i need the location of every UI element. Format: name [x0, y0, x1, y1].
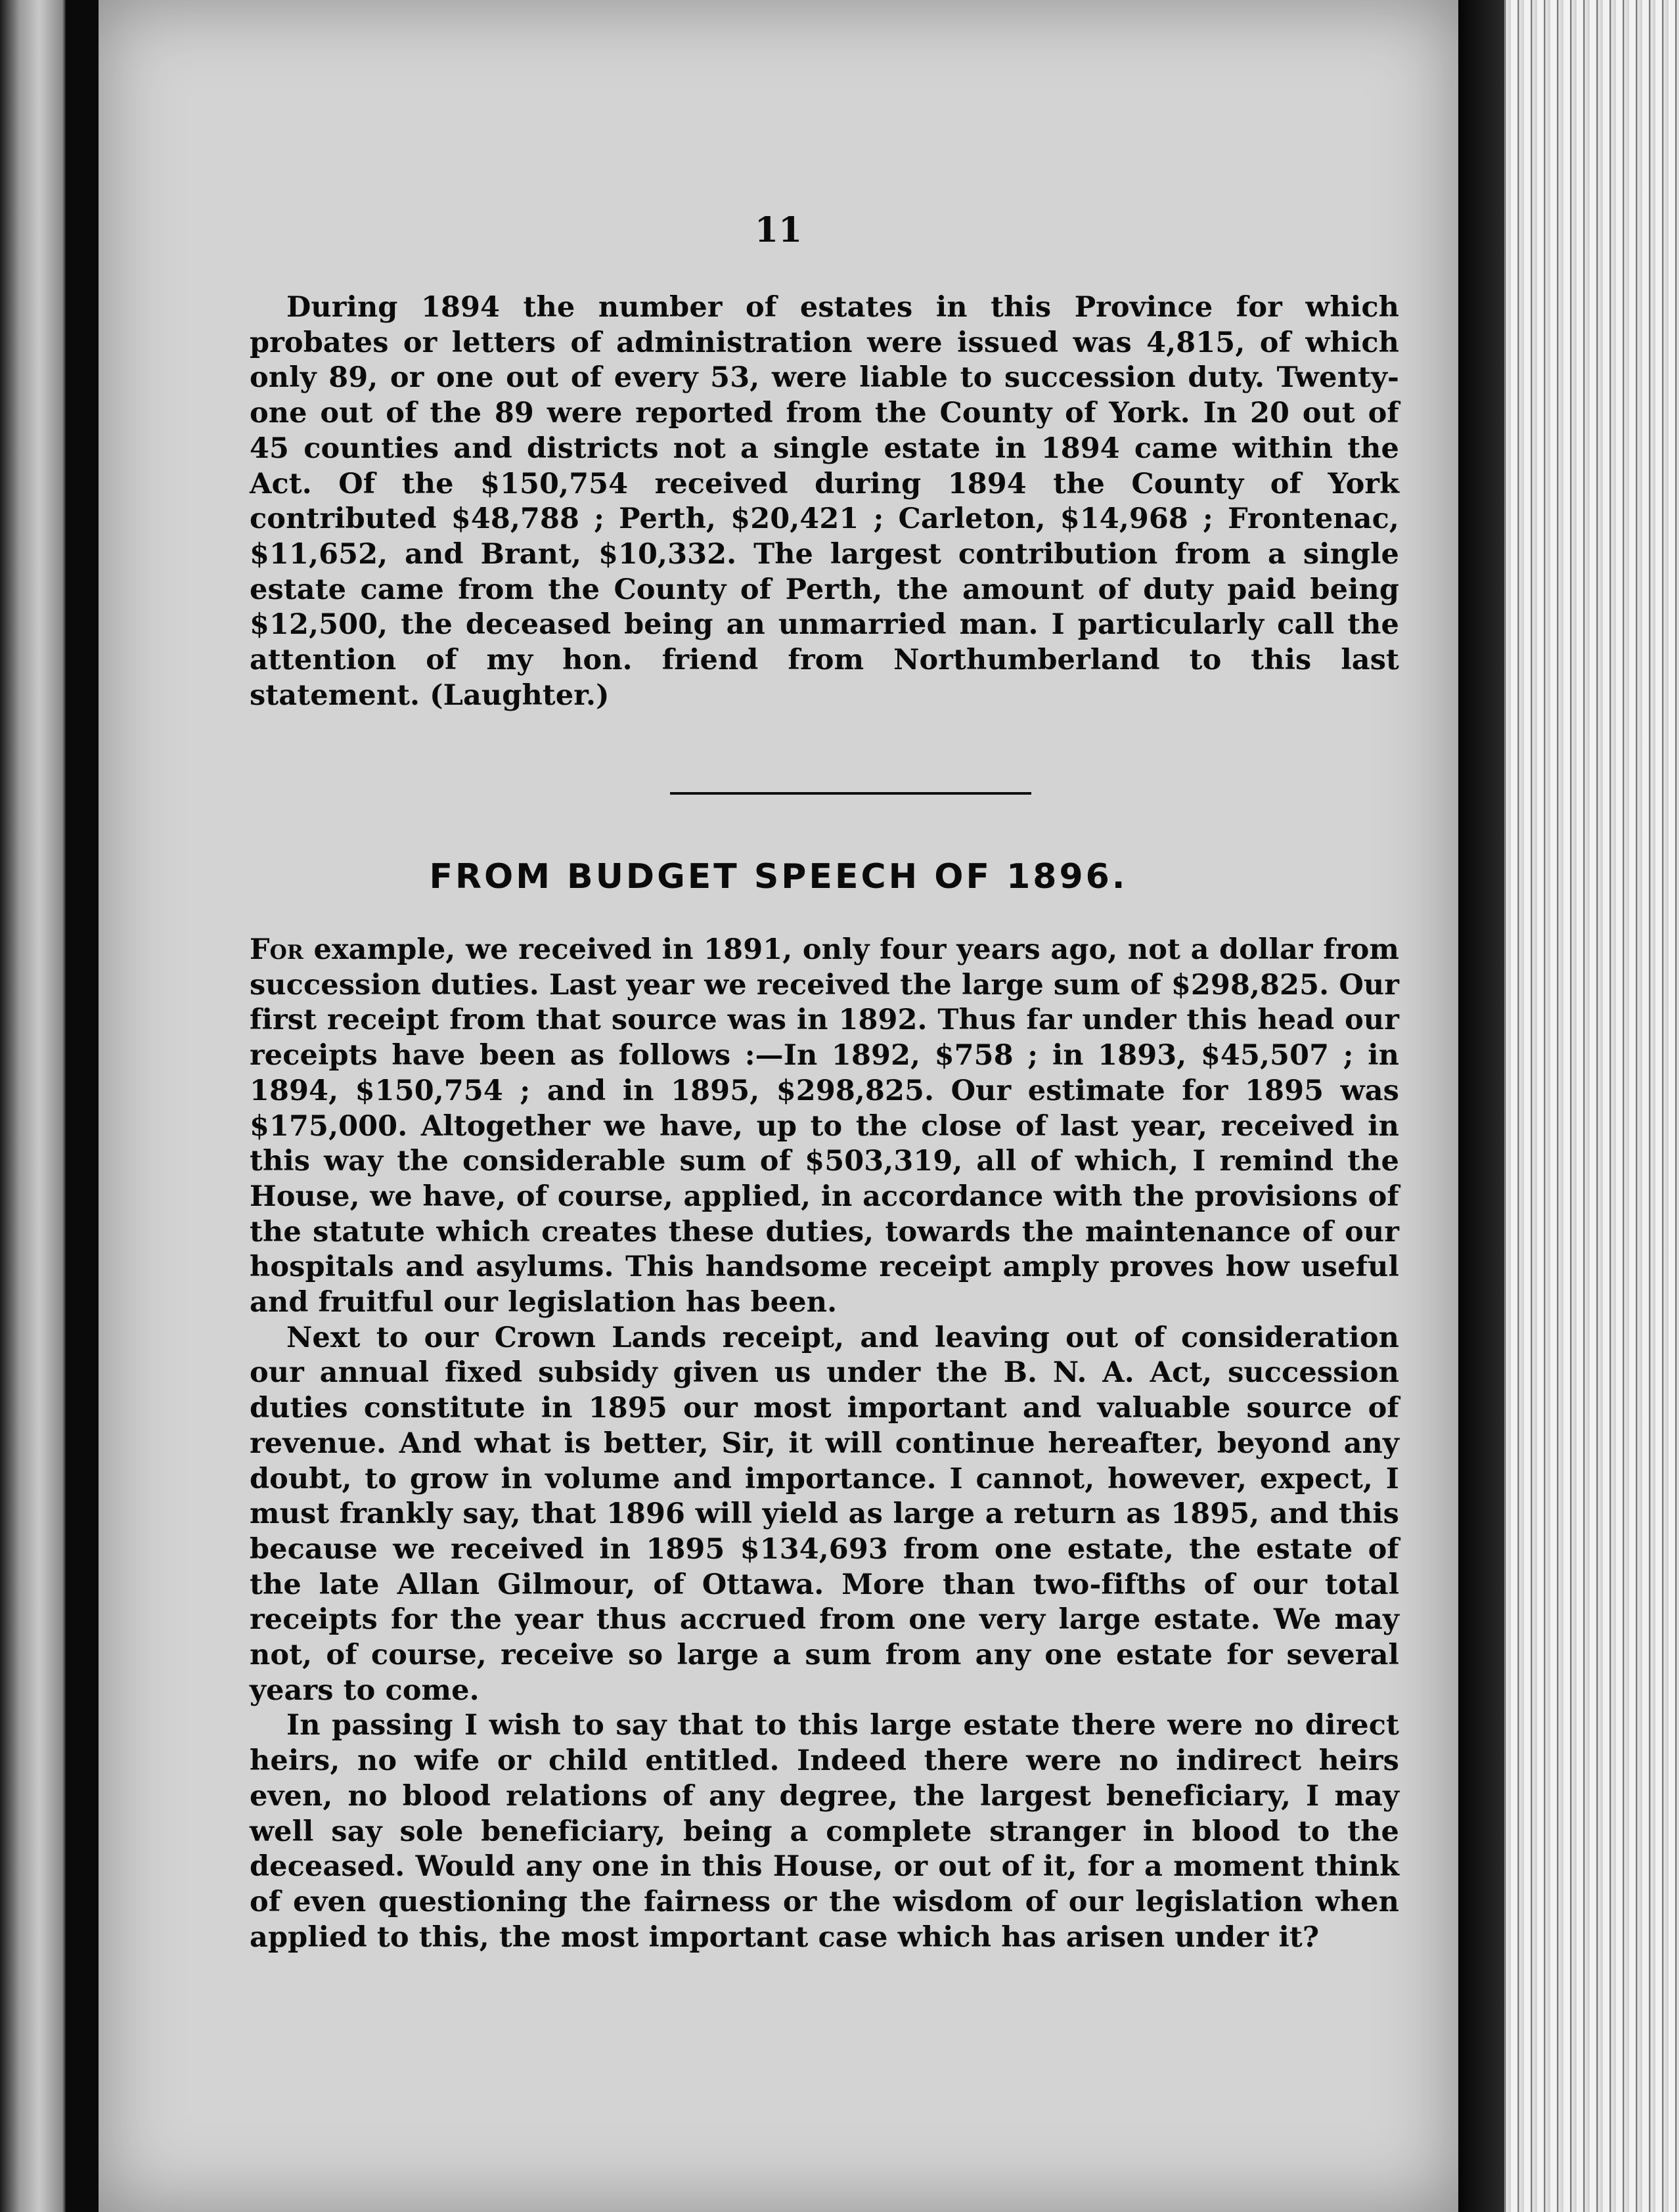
- page-number: 11: [754, 210, 803, 250]
- section-divider: [670, 792, 1031, 795]
- succession-duty-1894-section: [250, 290, 1399, 713]
- paragraph-gilmour-estate: In passing I wish to say that to this large estate there were no direct heirs, no wife or child entitled. Indeed there were no indirect heirs even, no blood relations of any degree, the largest beneficiary, I may well say sole beneficiary, being a complete stranger in blood to the deceased. Would any one in this House, or out of it, for a moment think of even questioning the fairness or the wisdom of our legislation when applied to this, the most important case which has arisen under it?: [250, 1709, 1399, 1954]
- document-page: [99, 0, 1458, 2212]
- book-page-edges: [1458, 0, 1679, 2212]
- section-heading: FROM BUDGET SPEECH OF 1896.: [429, 857, 1128, 896]
- adjacent-page-edge: [0, 0, 66, 2212]
- paragraph-receipts: [250, 933, 1399, 1321]
- paragraph-estates-1894: During 1894 the number of estates in this Province for which probates or letters of administration were issued was 4,815, of which only 89, or one out of every 53, were liable to succession duty. Twenty-one out of the 89 were reported from the County of York. In 20 out of 45 counties and districts not a single estate in 1894 came within the Act. Of the $150,754 received during 1894 the County of York contributed $48,788 ; Perth, $20,421 ; Carleton, $14,968 ; Frontenac, $11,652, and Brant, $10,332. The largest contribution from a single estate came from the County of Perth, the amount of duty paid being $12,500, the deceased being an unmarried man. I particularly call the attention of my hon. friend from Northumberland to this last statement. (Laughter.): [250, 291, 1399, 712]
- paragraph-revenue-source: Next to our Crown Lands receipt, and leaving out of consideration our annual fixed subsidy given us under the B. N. A. Act, succession duties constitute in 1895 our most important and valuable source of revenue. And what is better, Sir, it will continue hereafter, beyond any doubt, to grow in volume and importance. I cannot, however, expect, I must frankly say, that 1896 will yield as large a return as 1895, and this because we received in 1895 $134,693 from one estate, the estate of the late Allan Gilmour, of Ottawa. More than two-fifths of our total receipts for the year thus accrued from one very large estate. We may not, of course, receive so large a sum from any one estate for several years to come.: [250, 1321, 1399, 1707]
- paragraph-receipts-text: example, we received in 1891, only four years ago, not a dollar from succession duties. Last year we received the large sum of $298,825. Our first receipt from that source was in 1892. Thus far under this head our receipts have been as follows :—In 1892, $758 ; in 1893, $45,507 ; in 1894, $150,754 ; and in 1895, $298,825. Our estimate for 1895 was $175,000. Altogether we have, up to the close of last year, received in this way the considerable sum of $503,319, all of which, I remind the House, we have, of course, applied, in accordance with the provisions of the statute which creates these duties, towards the maintenance of our hospitals and asylums. This handsome receipt amply proves how useful and fruitful our legislation has been.: [250, 933, 1399, 1319]
- budget-speech-section: [250, 933, 1399, 1955]
- lead-word: For: [250, 933, 303, 966]
